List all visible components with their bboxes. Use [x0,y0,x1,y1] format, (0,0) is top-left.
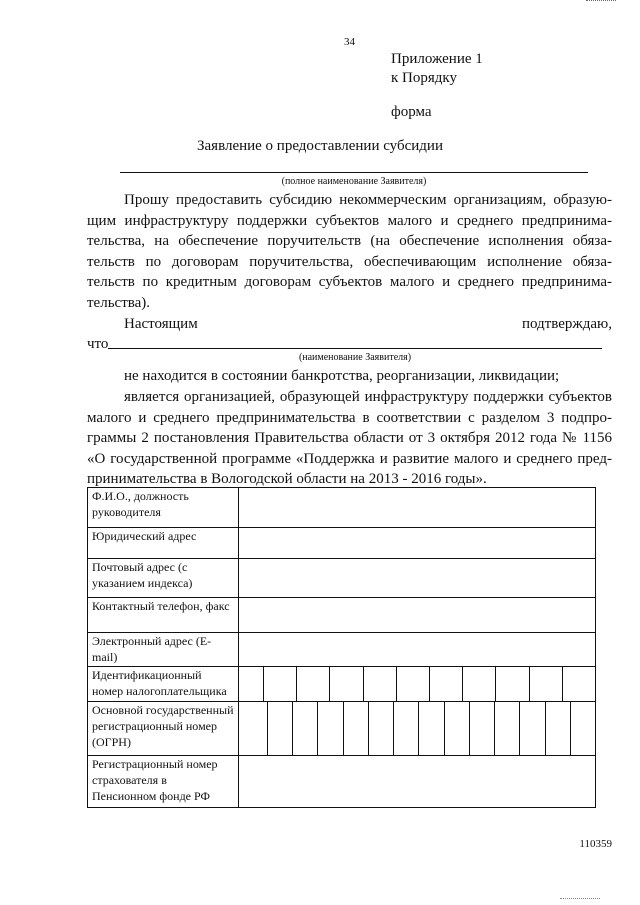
ogrn-digit-cell[interactable] [545,702,570,755]
pension-fund-label: Регистрационный номер страхователя в Пенсионном фонде РФ [88,756,239,808]
applicant-name-line[interactable] [120,172,588,173]
appendix-line-1: Приложение 1 [391,51,483,67]
ogrn-digit-cell[interactable] [444,702,469,755]
table-row [88,667,596,702]
ogrn-digit-cell[interactable] [418,702,443,755]
applicant-short-name-caption: (наименование Заявителя) [298,352,412,363]
email-field[interactable] [239,633,596,667]
ogrn-field [239,702,596,756]
inn-digit-cell[interactable] [429,667,462,701]
appendix-note [391,50,483,88]
hereby-text: Настоящим [124,316,198,332]
form-label: форма [391,104,432,120]
appendix-line-2: к Порядку [391,70,457,86]
organization-paragraph [87,387,612,490]
page-number: 34 [344,36,355,48]
request-line: тельства). [87,294,151,311]
ogrn-digit-cell[interactable] [570,702,595,755]
inn-digit-cells [263,667,595,701]
inn-digit-cell[interactable] [329,667,362,701]
request-paragraph [87,190,612,314]
organization-line: принимательства в Вологодской области на 2013 - 2016 годы». [87,471,487,488]
request-line: щим инфраструктуру поддержки субъектов малого и среднего предпринима- [87,212,612,229]
table-row [88,598,596,633]
table-row [88,702,596,756]
inn-digit-cell[interactable] [264,667,296,701]
phone-fax-field[interactable] [239,598,596,633]
document-title: Заявление о предоставлении субсидии [197,138,443,154]
organization-line: граммы 2 постановления Правительства области от 3 октября 2012 года № 1156 [87,430,612,447]
request-line: тельств по договорам поручительства, обеспечивающим исполнение обяза- [87,253,612,270]
ogrn-digit-cell[interactable] [519,702,544,755]
ogrn-digit-cell[interactable] [343,702,368,755]
table-row [88,633,596,667]
postal-address-label: Почтовый адрес (с указанием индекса) [88,559,239,598]
that-text: что [87,336,109,352]
table-row [88,528,596,559]
table-row [88,488,596,528]
confirm-text: подтверждаю, [521,316,612,332]
request-line: Прошу предоставить субсидию некоммерческим организациям, образую- [124,192,612,208]
ogrn-digit-cell[interactable] [292,702,317,755]
inn-field [239,667,596,702]
legal-address-label: Юридический адрес [88,528,239,559]
document-code: 110359 [579,838,612,850]
ogrn-digit-cell[interactable] [469,702,494,755]
ogrn-digit-cell[interactable] [268,702,292,755]
director-field[interactable] [239,488,596,528]
table-row [88,756,596,808]
director-label: Ф.И.О., должность руководителя [88,488,239,528]
inn-digit-cell[interactable] [495,667,528,701]
ogrn-digit-cell[interactable] [368,702,393,755]
ogrn-digit-cell[interactable] [317,702,342,755]
ogrn-digit-cells [267,702,595,755]
ogrn-digit-cell[interactable] [494,702,519,755]
inn-digit-cell[interactable] [296,667,329,701]
scan-bottom-mark [560,898,600,899]
applicant-info-table [87,487,596,808]
applicant-short-name-line[interactable] [108,348,602,349]
status-statement: не находится в состоянии банкротства, реорганизации, ликвидации; [124,368,560,384]
pension-fund-field[interactable] [239,756,596,808]
request-line: тельства, на обеспечение поручительств (на обеспечение исполнения обяза- [87,233,612,250]
scan-edge-mark [586,0,616,1]
ogrn-label: Основной государственный регистрационный номер (ОГРН) [88,702,239,756]
inn-digit-cell[interactable] [529,667,562,701]
organization-line: «О государственной программе «Поддержка и развитие малого и среднего пред- [87,450,612,467]
inn-digit-cell[interactable] [363,667,396,701]
inn-digit-cell[interactable] [462,667,495,701]
inn-label: Идентификационный номер налогоплательщика [88,667,239,702]
inn-digit-cell[interactable] [396,667,429,701]
request-line: тельств по кредитным договорам субъектов малого и среднего предпринима- [87,274,612,291]
inn-digit-cell[interactable] [562,667,595,701]
table-row [88,559,596,598]
email-label: Электронный адрес (E-mail) [88,633,239,667]
organization-line: является организацией, образующей инфраструктуру поддержки субъектов [124,389,612,405]
legal-address-field[interactable] [239,528,596,559]
applicant-name-caption: (полное наименование Заявителя) [281,176,427,187]
organization-line: малого и среднего предпринимательства в соответствии с разделом 3 подпро- [87,409,612,426]
ogrn-digit-cell[interactable] [393,702,418,755]
phone-fax-label: Контактный телефон, факс [88,598,239,633]
postal-address-field[interactable] [239,559,596,598]
